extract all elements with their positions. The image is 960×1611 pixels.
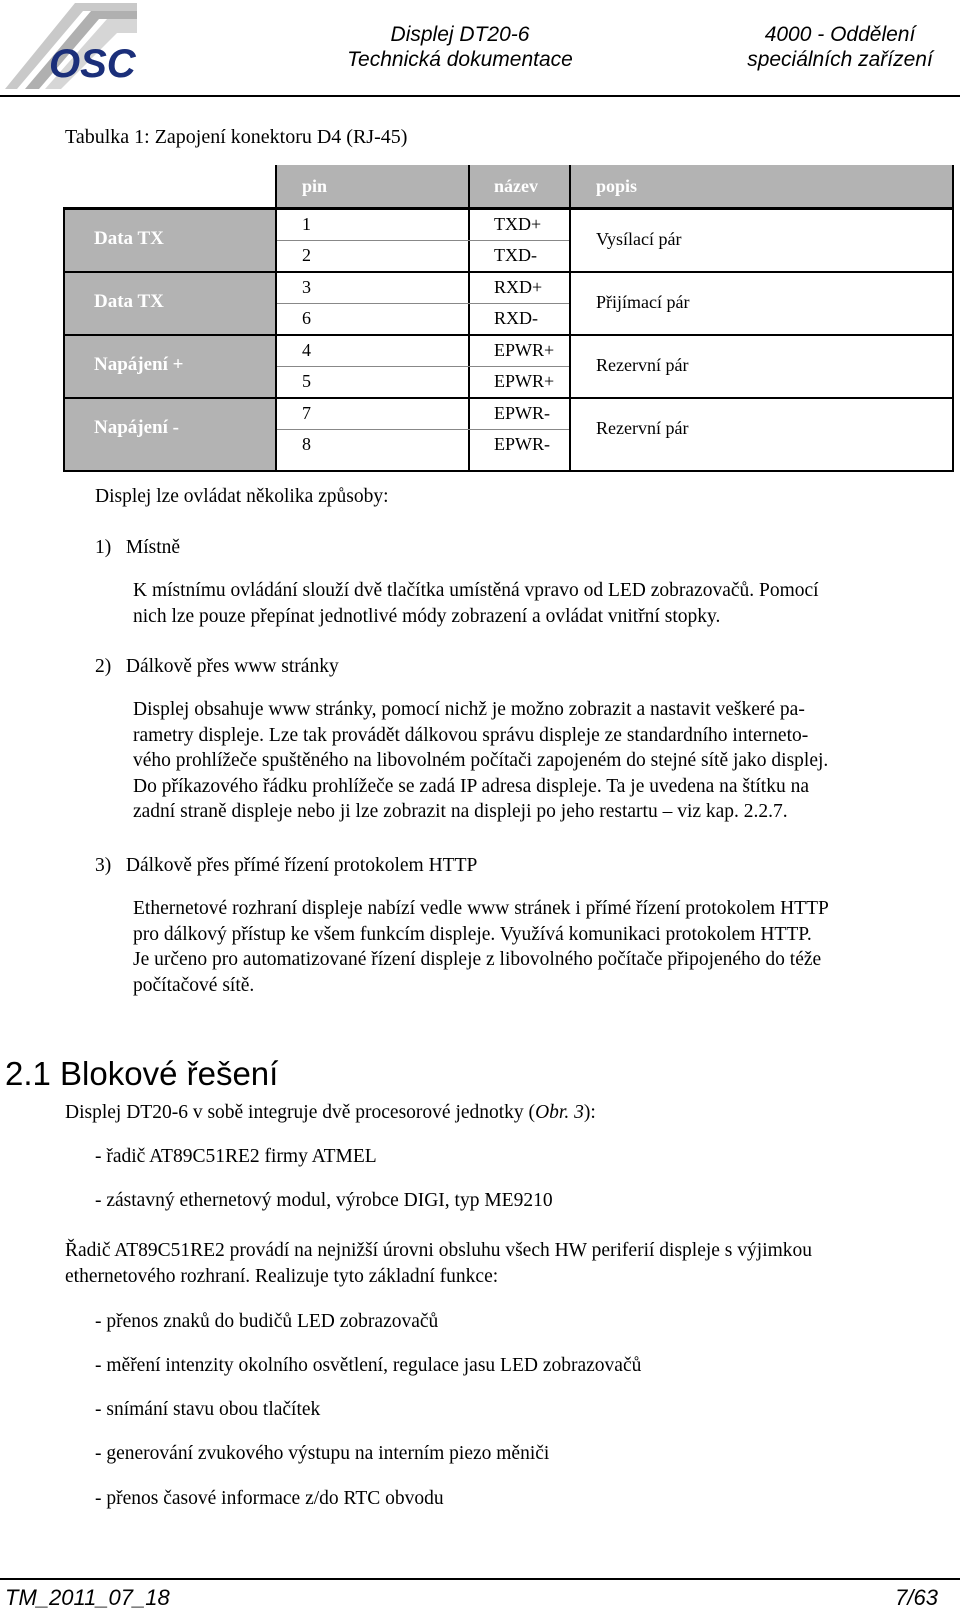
function-item: - přenos časové informace z/do RTC obvodu <box>95 1488 444 1509</box>
table-bottom-rule <box>63 470 954 472</box>
pin-cell: 4 <box>302 340 311 360</box>
row-rule <box>277 303 569 304</box>
dept-line-1: 4000 - Oddělení <box>764 23 916 46</box>
method-2-heading <box>95 654 339 680</box>
group-rule-2 <box>63 334 954 336</box>
intro-post: ): <box>583 1102 596 1123</box>
body-line: K místnímu ovládání slouží dvě tlačítka umístěná vpravo od LED zobrazovačů. Pomocí <box>133 580 819 601</box>
table-col-rule-2 <box>468 165 470 472</box>
header-divider <box>0 95 960 97</box>
desc-cell: Vysílací pár <box>596 229 682 249</box>
header-doc-title <box>330 22 590 72</box>
row-rule <box>277 366 569 367</box>
method-1-heading <box>95 535 180 561</box>
body-line: pro dálkový přístup ke všem funkcím displeje. Využívá komunikaci protokolem HTTP. <box>133 923 812 945</box>
body-line: vého prohlížeče spuštěného na libovolném počítači zapojeném do stejné sítě jako displej. <box>133 750 829 771</box>
table-left-rule <box>63 207 65 472</box>
intro-pre: Displej DT20-6 v sobě integruje dvě procesorové jednotky ( <box>65 1102 536 1123</box>
method-3-heading <box>95 853 477 879</box>
method-number: 2) <box>95 656 112 677</box>
header-pin: pin <box>302 176 328 196</box>
body-line: ethernetového rozhraní. Realizuje tyto základní funkce: <box>65 1265 499 1287</box>
dept-line-2: speciálních zařízení <box>747 48 933 71</box>
footer-divider <box>0 1578 960 1580</box>
method-title: Dálkově přes www stránky <box>125 656 339 677</box>
pin-cell: 5 <box>302 371 311 391</box>
name-cell: EPWR+ <box>494 371 555 391</box>
body-line: nich lze pouze přepínat jednotlivé módy zobrazení a ovládat vnitřní stopky. <box>133 605 721 627</box>
name-cell: TXD- <box>494 245 537 265</box>
method-2-body <box>133 697 943 825</box>
osc-logo <box>5 3 137 89</box>
desc-cell: Přijímací pár <box>596 292 690 312</box>
intro-text: Displej lze ovládat několika způsoby: <box>95 486 389 507</box>
row-rule <box>277 240 569 241</box>
table-header-rule <box>63 207 954 210</box>
section-heading <box>5 1055 278 1093</box>
method-title: Místně <box>125 537 181 558</box>
body-line: zadní straně displeje nebo ji lze zobrazit na displeji po jeho restartu – viz kap. 2.2.7. <box>133 801 788 822</box>
function-item: - měření intenzity okolního osvětlení, regulace jasu LED zobrazovačů <box>95 1355 642 1376</box>
controller-paragraph <box>65 1238 945 1289</box>
table-col-rule-1 <box>275 165 277 472</box>
pin-cell: 6 <box>302 308 311 328</box>
doc-subtitle: Technická dokumentace <box>347 48 573 71</box>
group-label: Napájení - <box>94 417 179 438</box>
row-rule <box>277 429 569 430</box>
svg-text:OSC: OSC <box>49 42 136 86</box>
group-label: Data TX <box>94 228 164 249</box>
name-cell: TXD+ <box>494 214 542 234</box>
header-desc: popis <box>596 176 638 196</box>
table-header-row <box>276 165 954 208</box>
pin-cell: 2 <box>302 245 311 265</box>
name-cell: EPWR- <box>494 403 550 423</box>
body-line: Displej obsahuje www stránky, pomocí nichž je možno zobrazit a nastavit veškeré pa- <box>133 699 805 720</box>
body-line: Ethernetové rozhraní displeje nabízí vedle www stránek i přímé řízení protokolem HTTP <box>133 898 829 919</box>
unit-item: - řadič AT89C51RE2 firmy ATMEL <box>95 1146 377 1167</box>
name-cell: EPWR- <box>494 434 550 454</box>
desc-cell: Rezervní pár <box>596 418 689 438</box>
doc-title: Displej DT20-6 <box>390 23 530 46</box>
method-number: 1) <box>95 537 112 558</box>
function-item: - generování zvukového výstupu na interním piezo měniči <box>95 1443 550 1464</box>
method-3-body <box>133 896 943 998</box>
body-line: rametry displeje. Lze tak provádět dálkovou správu displeje ze standardního interneto- <box>133 724 809 746</box>
method-number: 3) <box>95 855 112 876</box>
function-item: - přenos znaků do budičů LED zobrazovačů <box>95 1311 439 1332</box>
pin-cell: 7 <box>302 403 311 423</box>
group-label: Napájení + <box>94 354 184 375</box>
unit-item: - zástavný ethernetový modul, výrobce DIGI, typ ME9210 <box>95 1190 553 1211</box>
name-cell: EPWR+ <box>494 340 555 360</box>
method-title: Dálkově přes přímé řízení protokolem HTTP <box>125 855 478 876</box>
body-line: Do příkazového řádku prohlížeče se zadá IP adresa displeje. Ta je uvedena na štítku na <box>133 775 809 797</box>
section-title: 2.1 Blokové řešení <box>5 1055 279 1092</box>
header-name: název <box>494 176 538 196</box>
body-line: Je určeno pro automatizované řízení displeje z libovolného počítače připojeného do téže <box>133 949 822 970</box>
group-label: Data TX <box>94 291 164 312</box>
connector-table <box>63 165 954 472</box>
footer-page-number: 7/63 <box>895 1585 938 1610</box>
group-rule-1 <box>63 271 954 273</box>
body-line: Řadič AT89C51RE2 provádí na nejnižší úrovni obsluhu všech HW periferií displeje s výjimkou <box>65 1240 813 1261</box>
desc-cell: Rezervní pár <box>596 355 689 375</box>
name-cell: RXD+ <box>494 277 543 297</box>
function-item: - snímání stavu obou tlačítek <box>95 1399 321 1420</box>
section-intro <box>65 1100 596 1126</box>
figure-reference: Obr. 3 <box>535 1102 584 1123</box>
header-department <box>720 22 960 72</box>
group-rule-3 <box>63 397 954 399</box>
table-caption: Tabulka 1: Zapojení konektoru D4 (RJ-45) <box>65 126 408 148</box>
name-cell: RXD- <box>494 308 538 328</box>
table-right-rule <box>952 165 954 472</box>
pin-cell: 8 <box>302 434 311 454</box>
body-line: počítačové sítě. <box>133 974 255 996</box>
pin-cell: 1 <box>302 214 311 234</box>
method-1-body <box>133 578 943 629</box>
footer-doc-id: TM_2011_07_18 <box>5 1585 170 1610</box>
table-col-rule-3 <box>569 165 571 472</box>
pin-cell: 3 <box>302 277 311 297</box>
